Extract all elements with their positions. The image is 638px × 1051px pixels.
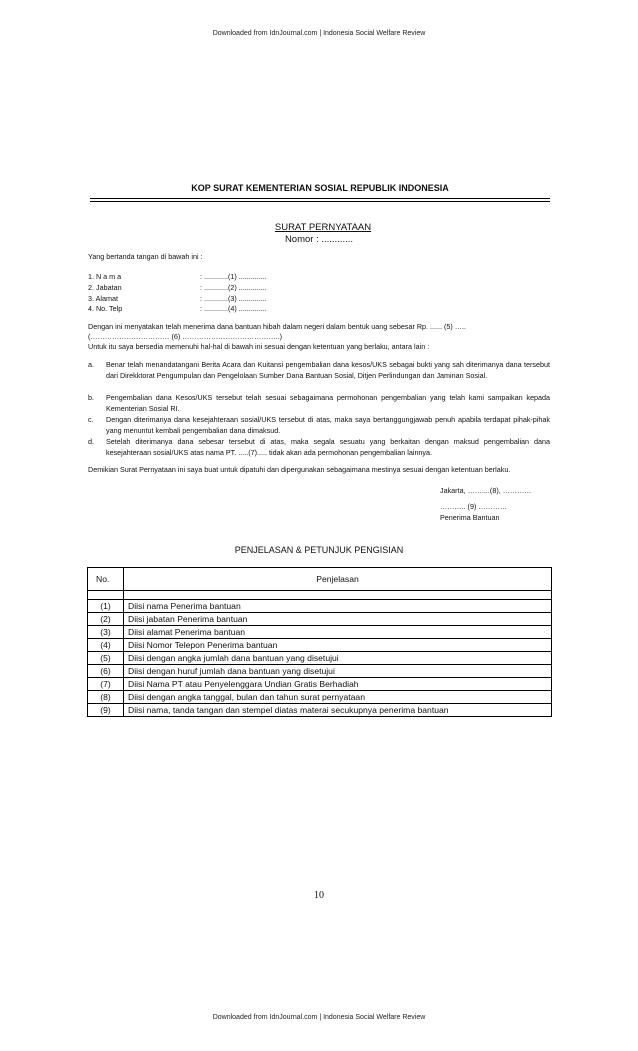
instructions-table — [87, 567, 552, 717]
table-header-row — [88, 568, 552, 591]
row-number: (6) — [88, 665, 124, 678]
download-notice-bottom: Downloaded from IdnJournal.com | Indonesia Social Welfare Review — [212, 1014, 426, 1021]
signature-line: ……….. (9) ………… — [440, 502, 508, 511]
row-text: Diisi jabatan Penerima bantuan — [124, 613, 552, 626]
field-value-name: : ............(1) .............. — [200, 272, 267, 281]
row-text: Diisi alamat Penerima bantuan — [124, 626, 552, 639]
list-item-a: Benar telah menandatangani Berita Acara dan Kuitansi pengembalian dana kesos/UKS sebagai bukti yang sah diterimanya dana tersebut dari Direkktorat Pengumpulan dan Pengelolaan Sumber Dana Bantuan Sosial, Ditjen Perlindungan dan Jaminan Sosial. — [106, 360, 550, 380]
row-text: Diisi nama Penerima bantuan — [124, 600, 552, 613]
row-number: (7) — [88, 678, 124, 691]
header-description: Penjelasan — [124, 568, 552, 591]
statement-number: Nomor : ............ — [284, 234, 354, 245]
row-number: (2) — [88, 613, 124, 626]
list-letter-a: a. — [88, 360, 94, 369]
letterhead-title: KOP SURAT KEMENTERIAN SOSIAL REPUBLIK INDONESIA — [191, 183, 449, 193]
row-number: (8) — [88, 691, 124, 704]
letterhead-rule-thick — [90, 198, 550, 199]
table-row — [88, 639, 552, 652]
field-value-address: : ............(3) .............. — [200, 294, 267, 303]
row-text: Diisi dengan angka tanggal, bulan dan tahun surat pernyataan — [124, 691, 552, 704]
row-number: (9) — [88, 704, 124, 717]
instructions-title: PENJELASAN & PETUNJUK PENGISIAN — [234, 545, 404, 555]
table-row — [88, 613, 552, 626]
field-value-phone: : ............(4) .............. — [200, 304, 267, 313]
paragraph-amount-line2: (…………………………… (6) …………………………………..) — [88, 332, 283, 341]
table-row — [88, 678, 552, 691]
row-text: Diisi Nomor Telepon Penerima bantuan — [124, 639, 552, 652]
field-label-address: 3. Alamat — [88, 294, 118, 303]
field-value-position: : ............(2) .............. — [200, 283, 267, 292]
table-row — [88, 626, 552, 639]
table-row — [88, 600, 552, 613]
table-spacer-row — [88, 591, 552, 600]
list-item-c: Dengan diterimanya dana kesejahteraan sosial/UKS tersebut di atas, maka saya bertanggungjawab penuh apabila terdapat pihak-pihak yang menuntut kembali pengembalian dana dimaksud. — [106, 415, 550, 435]
table-row — [88, 665, 552, 678]
download-notice-top: Downloaded from IdnJournal.com | Indonesia Social Welfare Review — [212, 30, 426, 37]
list-letter-c: c. — [88, 415, 94, 424]
table-row — [88, 704, 552, 717]
table-row — [88, 691, 552, 704]
field-label-position: 2. Jabatan — [88, 283, 122, 292]
row-number: (4) — [88, 639, 124, 652]
paragraph-amount-line1: Dengan ini menyatakan telah menerima dana bantuan hibah dalam negeri dalam bentuk uang sebesar Rp. ...... (5) ….. — [88, 322, 466, 331]
letterhead-rule-thin — [90, 201, 550, 202]
field-label-phone: 4. No. Telp — [88, 304, 123, 313]
page-number: 10 — [314, 890, 324, 901]
table-row — [88, 652, 552, 665]
intro-text: Yang bertanda tangan di bawah ini : — [88, 252, 203, 261]
header-no: No. — [88, 568, 124, 591]
row-number: (5) — [88, 652, 124, 665]
row-text: Diisi nama, tanda tangan dan stempel diatas materai secukupnya penerima bantuan — [124, 704, 552, 717]
list-letter-d: d. — [88, 437, 94, 446]
row-text: Diisi dengan huruf jumlah dana bantuan yang disetujui — [124, 665, 552, 678]
paragraph-obligations: Untuk itu saya bersedia memenuhi hal-hal di bawah ini sesuai dengan ketentuan yang berlaku, antara lain : — [88, 342, 430, 351]
row-text: Diisi Nama PT atau Penyelenggara Undian Gratis Berhadiah — [124, 678, 552, 691]
list-item-b: Pengembalian dana Kesos/UKS tersebut telah sesuai sebagaimana permohonan pengembalian yang telah kami sampaikan kepada Kementerian Sosial RI. — [106, 393, 550, 413]
row-number: (1) — [88, 600, 124, 613]
statement-title: SURAT PERNYATAAN — [274, 222, 372, 233]
signer-role: Penerima Bantuan — [440, 513, 500, 522]
row-text: Diisi dengan angka jumlah dana bantuan yang disetujui — [124, 652, 552, 665]
list-letter-b: b. — [88, 393, 94, 402]
closing-paragraph: Demikian Surat Pernyataan ini saya buat untuk dipatuhi dan dipergunakan sebagaimana mestinya sesuai dengan ketentuan berlaku. — [88, 465, 511, 474]
place-date: Jakarta, ……....(8), ………… — [440, 486, 532, 495]
field-label-name: 1. N a m a — [88, 272, 122, 281]
row-number: (3) — [88, 626, 124, 639]
list-item-d: Setelah diterimanya dana sebesar tersebut di atas, maka segala sesuatu yang berkaitan dengan maksud pengembalian dana kesejahteraan sosial/UKS atas nama PT. .....(7)..... tidak akan ada permohonan pengembalian lainnya. — [106, 437, 550, 457]
